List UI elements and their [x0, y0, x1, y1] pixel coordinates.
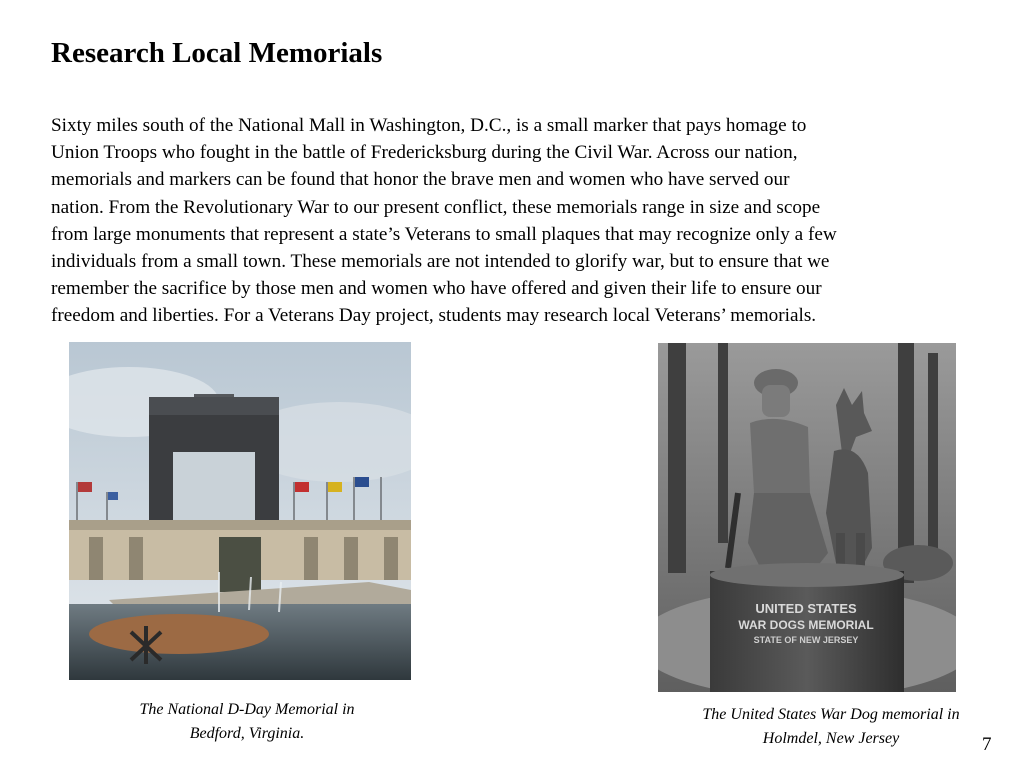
body-line: individuals from a small town. These memorials are not intended to glorify war, but to ensure that we: [51, 251, 830, 273]
caption-line: The United States War Dog memorial in: [702, 706, 960, 723]
caption-line: Bedford, Virginia.: [189, 725, 305, 742]
caption-line: Holmdel, New Jersey: [762, 730, 900, 747]
body-line: nation. From the Revolutionary War to our present conflict, these memorials range in size and scope: [51, 196, 821, 218]
page-number: 7: [982, 734, 992, 755]
body-line: from large monuments that represent a state’s Veterans to small plaques that may recognize only a few: [51, 223, 837, 245]
body-line: Sixty miles south of the National Mall in Washington, D.C., is a small marker that pays homage to: [51, 115, 807, 136]
war-dogs-memorial-caption: [660, 703, 1002, 751]
body-line: remember the sacrifice by those men and women who have offered and given their life to ensure our: [51, 278, 822, 300]
slide-title: Research Local Memorials: [51, 37, 383, 69]
body-paragraph: [51, 112, 1011, 330]
caption-line: The National D-Day Memorial in: [139, 701, 355, 718]
body-line: Union Troops who fought in the battle of Fredericksburg during the Civil War. Across our nation,: [51, 142, 798, 164]
body-line: memorials and markers can be found that honor the brave men and women who have served our: [51, 169, 790, 191]
plaque-line: WAR DOGS MEMORIAL: [738, 618, 874, 632]
dday-memorial-caption: [97, 698, 397, 746]
war-dogs-memorial-photo: [658, 343, 956, 692]
plaque-line: STATE OF NEW JERSEY: [753, 635, 859, 645]
dday-memorial-photo: [69, 342, 411, 680]
plaque-line: UNITED STATES: [755, 601, 857, 616]
body-line: freedom and liberties. For a Veterans Day project, students may research local Veterans’ memorials.: [51, 305, 817, 327]
